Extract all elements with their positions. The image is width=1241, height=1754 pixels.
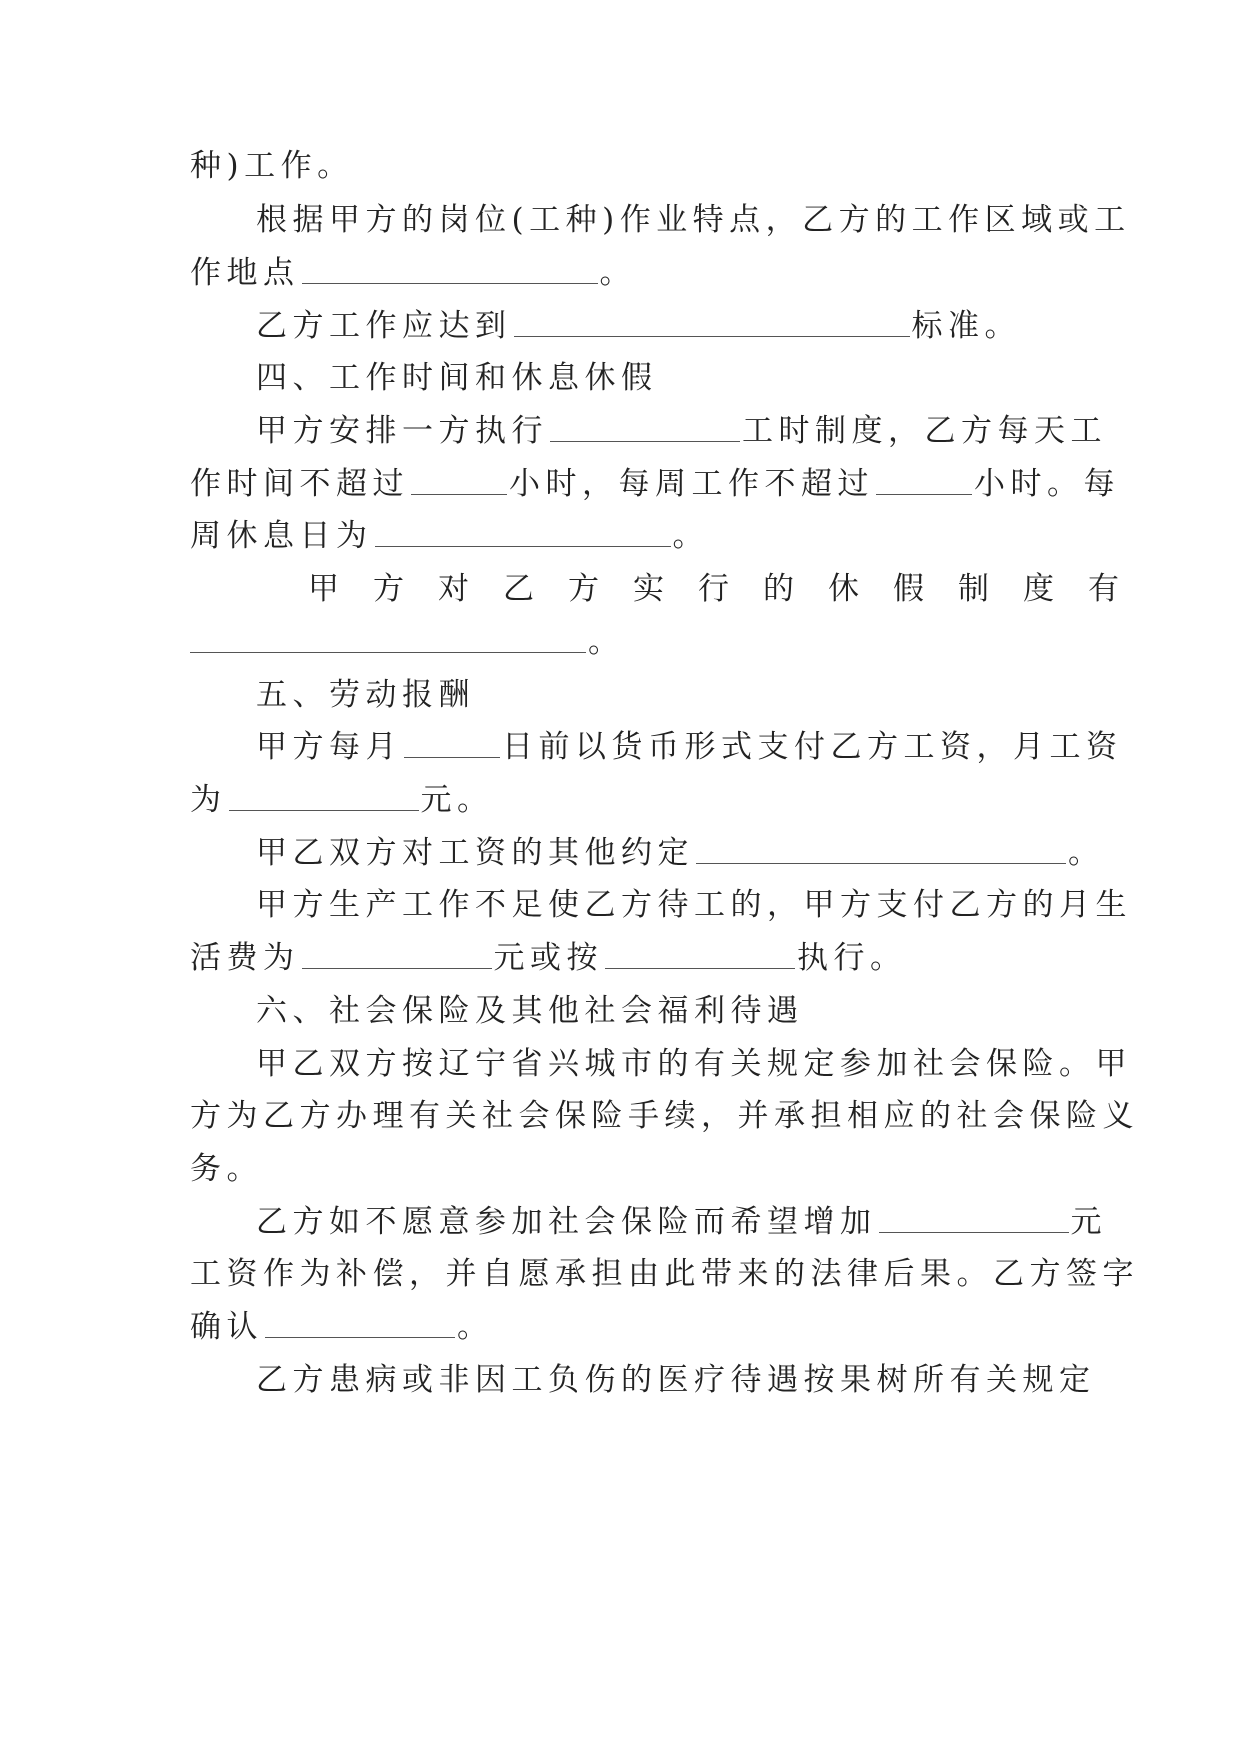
text-line: [190, 1149, 1050, 1189]
fill-blank: [605, 938, 795, 969]
fill-blank: [411, 464, 507, 495]
text-line: [190, 938, 1050, 978]
fill-blank: [375, 516, 671, 547]
line-text: 元。: [420, 782, 494, 818]
section-heading: [190, 358, 1116, 398]
fill-blank: [265, 1307, 455, 1338]
text-line: [190, 146, 1050, 186]
fill-blank: [696, 833, 1066, 864]
text-line: [190, 833, 1116, 873]
line-text: 小时。每: [974, 466, 1120, 502]
line-text: 甲方对乙方实行的休假制度有: [308, 571, 1153, 607]
text-line: [190, 727, 1123, 767]
line-text: 甲乙双方按辽宁省兴城市的有关规定参加社会保险。甲: [256, 1046, 1132, 1082]
line-text: 元或按: [493, 940, 603, 976]
text-line: [190, 780, 1050, 820]
line-text: 甲乙双方对工资的其他约定: [256, 835, 694, 871]
line-text: 工时制度，乙方每天工: [742, 413, 1107, 449]
line-text: 小时，每周工作不超过: [509, 466, 874, 502]
line-text: 活费为: [190, 940, 300, 976]
fill-blank: [190, 622, 586, 653]
text-line: [190, 1360, 1116, 1400]
fill-blank: [229, 780, 419, 811]
text-line: [190, 1307, 1050, 1347]
line-text: 乙方如不愿意参加社会保险而希望增加: [256, 1204, 877, 1240]
line-text: 方为乙方办理有关社会保险手续，并承担相应的社会保险义: [190, 1098, 1139, 1134]
line-text: 四、工作时间和休息休假: [256, 360, 658, 396]
line-text: 根据甲方的岗位(工种)作业特点，乙方的工作区域或工: [256, 202, 1131, 238]
line-text: 工资作为补偿，并自愿承担由此带来的法律后果。乙方签字: [190, 1256, 1139, 1292]
text-line: [190, 885, 1132, 925]
section-heading: [190, 991, 1116, 1031]
section-heading: [190, 675, 1116, 715]
fill-blank: [404, 727, 500, 758]
text-line: [190, 1254, 1139, 1294]
fill-blank: [302, 938, 492, 969]
line-text: 执行。: [797, 940, 907, 976]
line-text: 作地点: [190, 255, 300, 291]
line-text: 。: [1068, 835, 1105, 871]
fill-blank: [514, 306, 910, 337]
fill-blank: [876, 464, 972, 495]
line-text: 确认: [190, 1309, 263, 1345]
line-text: 作时间不超过: [190, 466, 409, 502]
line-text: 。: [672, 518, 709, 554]
line-text: 。: [599, 255, 636, 291]
text-line: [190, 200, 1131, 240]
line-text: 甲方生产工作不足使乙方待工的，甲方支付乙方的月生: [256, 887, 1132, 923]
text-line: [190, 1096, 1139, 1136]
fill-blank: [550, 411, 740, 442]
line-text: 标准。: [911, 308, 1021, 344]
text-line: [190, 569, 1168, 609]
line-text: 种)工作。: [190, 148, 354, 184]
line-text: 六、社会保险及其他社会福利待遇: [256, 993, 804, 1029]
line-text: 甲方安排一方执行: [256, 413, 548, 449]
text-line: [190, 464, 1120, 504]
text-line: [190, 253, 1050, 293]
text-line: [190, 516, 1050, 556]
line-text: 乙方工作应达到: [256, 308, 512, 344]
text-line: [190, 1044, 1132, 1084]
fill-blank: [879, 1202, 1069, 1233]
text-line: [190, 1202, 1116, 1242]
line-text: 。: [457, 1309, 494, 1345]
line-text: 五、劳动报酬: [256, 677, 475, 713]
line-text: 务。: [190, 1151, 263, 1187]
line-text: 周休息日为: [190, 518, 373, 554]
line-text: 甲方每月: [256, 729, 402, 765]
line-text: 乙方患病或非因工负伤的医疗待遇按果树所有关规定: [256, 1362, 1096, 1398]
fill-blank: [302, 253, 598, 284]
text-line: [190, 306, 1116, 346]
line-text: 元: [1070, 1204, 1107, 1240]
text-line: [190, 411, 1116, 451]
line-text: 日前以货币形式支付乙方工资，月工资: [502, 729, 1123, 765]
text-line: [190, 622, 1050, 662]
line-text: 。: [588, 624, 625, 660]
line-text: 为: [190, 782, 227, 818]
